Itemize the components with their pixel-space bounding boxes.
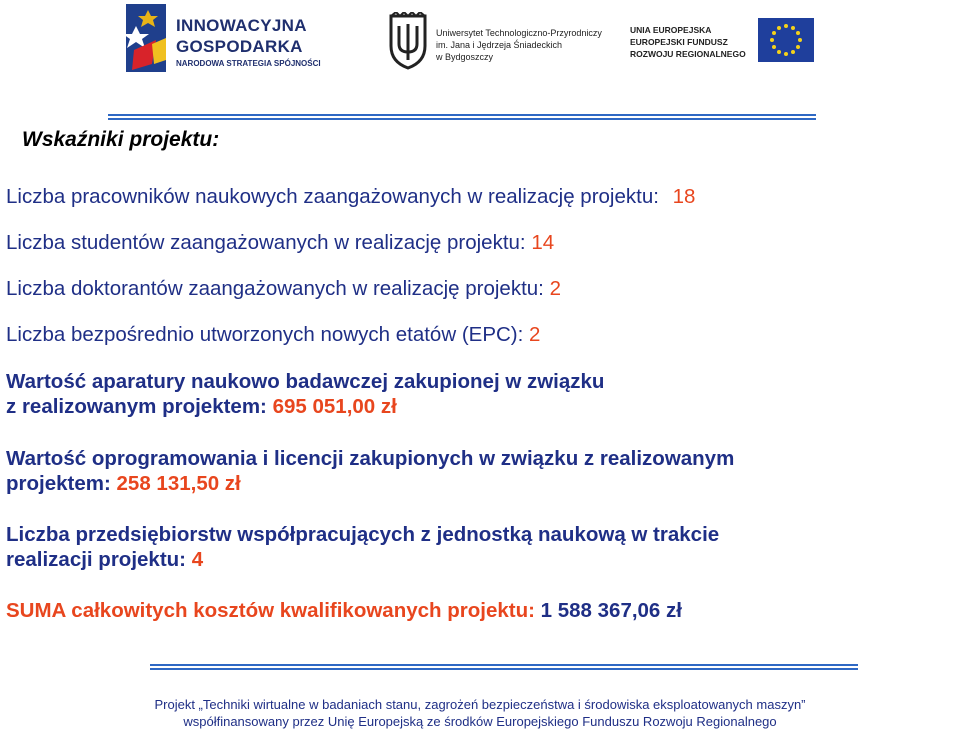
indicator-students xyxy=(6,230,554,255)
indicator-label-line1: Wartość oprogramowania i licencji zakupionych w związku z realizowanym xyxy=(6,447,735,470)
utp-city-line: w Bydgoszczy xyxy=(436,52,494,62)
indicator-researchers xyxy=(6,184,695,209)
footer xyxy=(0,696,960,730)
top-divider xyxy=(108,114,816,120)
indicator-label: SUMA całkowitych kosztów kwalifikowanych projektu: xyxy=(6,599,535,622)
indicator-label-line1: Liczba przedsiębiorstw współpracujących z jednostką naukową w trakcie xyxy=(6,523,720,546)
eu-regional-line: ROZWOJU REGIONALNEGO xyxy=(630,49,746,59)
indicator-phd-students xyxy=(6,276,561,301)
indicator-value: 14 xyxy=(531,231,555,254)
eu-flag-icon xyxy=(758,18,814,62)
indicator-value: 258 131,50 zł xyxy=(116,472,241,495)
footer-project-line: Projekt „Techniki wirtualne w badaniach stanu, zagrożeń bezpieczeństwa i środowiska eksploatowanych maszyn” xyxy=(154,697,806,712)
utp-patrons-line: im. Jana i Jędrzeja Śniadeckich xyxy=(436,40,563,50)
section-title: Wskaźniki projektu: xyxy=(22,128,220,151)
utp-name-line: Uniwersytet Technologiczno-Przyrodniczy xyxy=(436,28,602,38)
indicator-value: 2 xyxy=(549,277,561,300)
indicator-label-line2: realizacji projektu: xyxy=(6,548,187,571)
innowacyjna-gospodarka-logo xyxy=(126,4,336,72)
indicator-label: Liczba studentów zaangażowanych w realizację projektu: xyxy=(6,231,526,254)
utp-university-logo xyxy=(388,12,608,72)
indicator-label: Liczba doktorantów zaangażowanych w realizację projektu: xyxy=(6,277,544,300)
innowacyjna-gospodarka-emblem-icon xyxy=(126,4,166,72)
innowacyjna-line: INNOWACYJNA xyxy=(176,16,307,35)
indicator-value: 1 588 367,06 zł xyxy=(540,599,682,622)
indicator-companies xyxy=(6,522,719,572)
indicator-software-value xyxy=(6,446,734,496)
eu-fund-line: EUROPEJSKI FUNDUSZ xyxy=(630,37,728,47)
indicator-label-line2: projektem: xyxy=(6,472,111,495)
indicator-value: 18 xyxy=(672,185,696,208)
indicator-label-line2: z realizowanym projektem: xyxy=(6,395,267,418)
utp-crest-icon xyxy=(388,12,428,70)
eu-union-line: UNIA EUROPEJSKA xyxy=(630,25,712,35)
strategia-line: NARODOWA STRATEGIA SPÓJNOŚCI xyxy=(176,59,321,68)
indicator-value: 4 xyxy=(191,548,204,571)
indicator-label: Liczba pracowników naukowych zaangażowanych w realizację projektu: xyxy=(6,185,659,208)
header xyxy=(0,0,960,80)
indicator-equipment-value xyxy=(6,369,956,419)
bottom-divider xyxy=(150,664,858,670)
eu-fund-logo xyxy=(620,18,815,66)
footer-funding-line: współfinansowany przez Unię Europejską ze środków Europejskiego Funduszu Rozwoju Regionalnego xyxy=(183,714,777,729)
gospodarka-line: GOSPODARKA xyxy=(176,37,303,56)
indicator-value: 695 051,00 zł xyxy=(272,395,397,418)
indicator-value: 2 xyxy=(529,323,541,346)
indicator-new-jobs xyxy=(6,322,540,347)
indicator-label: Liczba bezpośrednio utworzonych nowych etatów (EPC): xyxy=(6,323,524,346)
indicator-label-line1: Wartość aparatury naukowo badawczej zakupionej w związku xyxy=(6,370,605,393)
indicator-total-cost xyxy=(6,598,682,623)
